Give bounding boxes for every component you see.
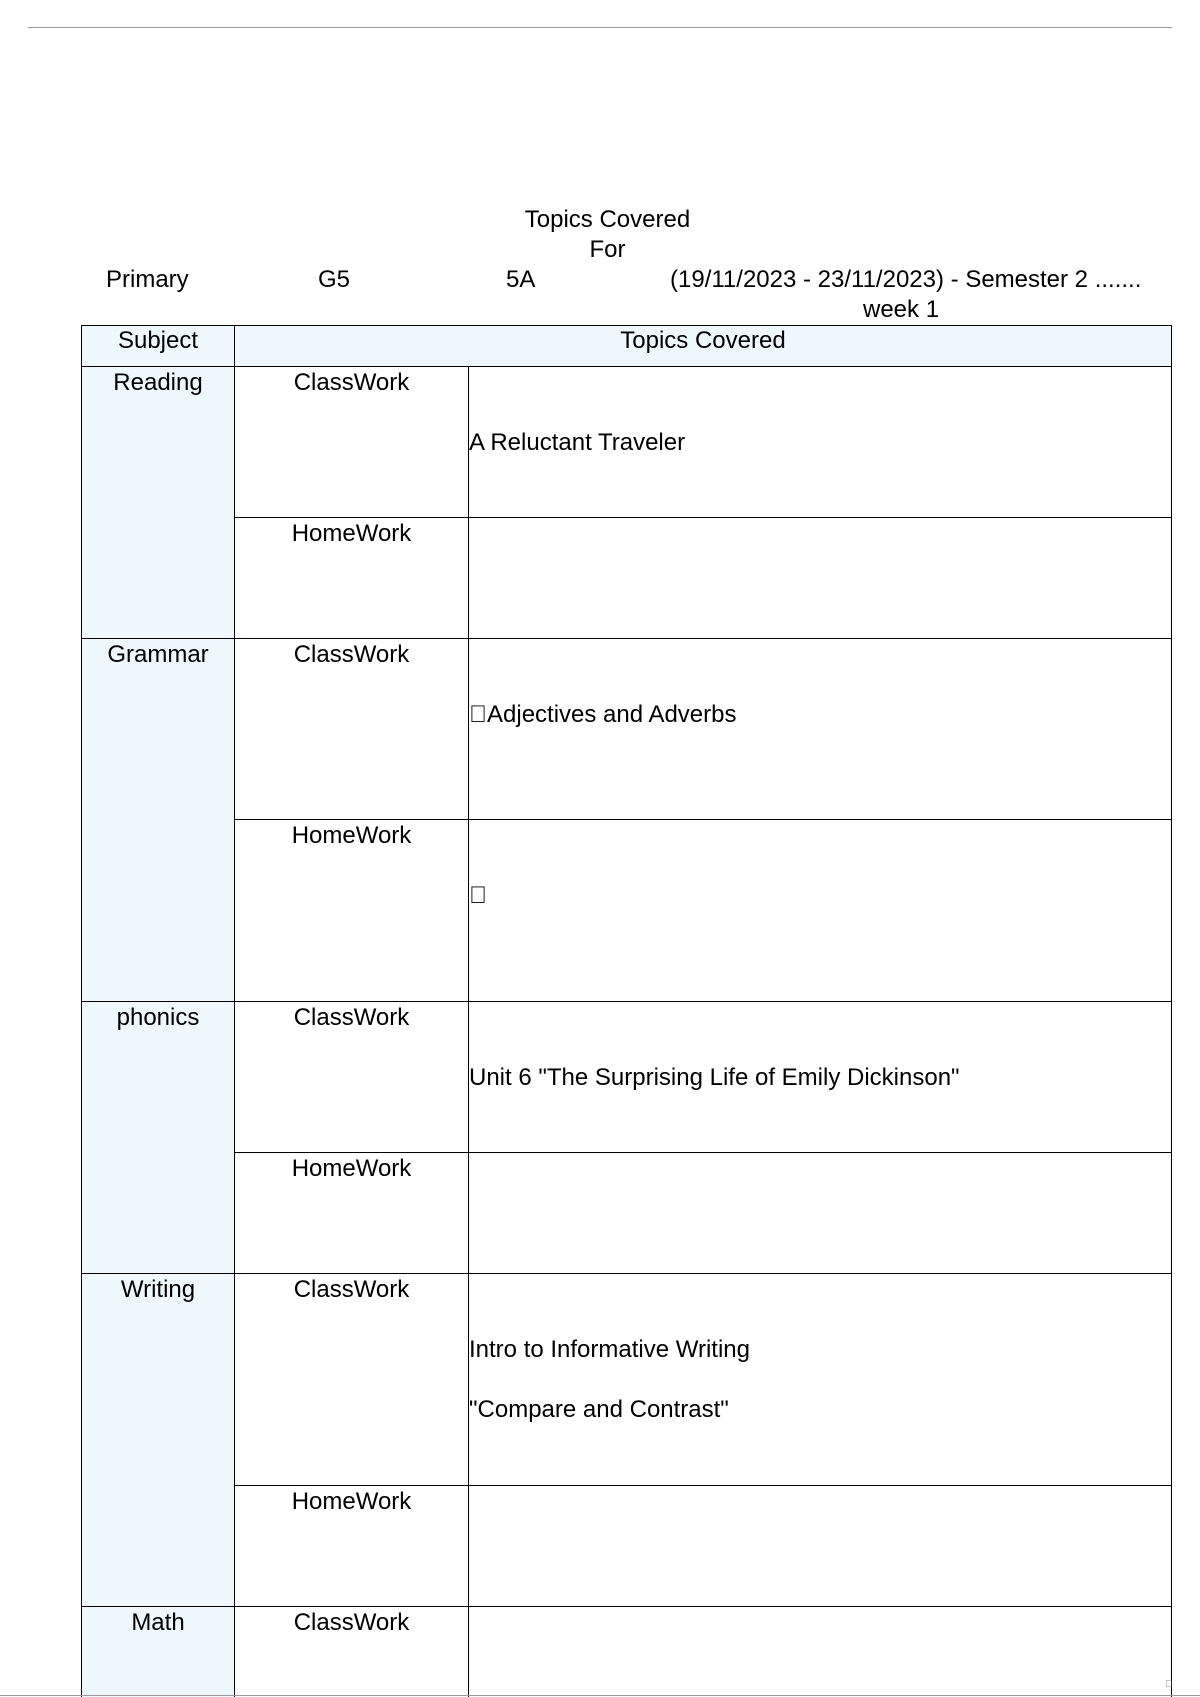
row-divider xyxy=(234,517,1172,518)
footer-glyph xyxy=(1165,1679,1173,1691)
classwork-topic: Intro to Informative Writing xyxy=(469,1336,750,1363)
row-divider xyxy=(234,1485,1172,1486)
table-border-right xyxy=(1171,325,1172,1697)
week-label: week 1 xyxy=(863,296,940,323)
classwork-topic: Adjectives and Adverbs xyxy=(469,701,719,728)
stage-label: Primary xyxy=(106,266,189,293)
subject-divider xyxy=(81,1273,1172,1274)
homework-topic xyxy=(469,882,487,910)
header-bottom-line xyxy=(81,366,1172,367)
homework-label: HomeWork xyxy=(291,1155,412,1182)
subject-divider xyxy=(81,638,1172,639)
document-title: Topics Covered xyxy=(524,206,691,233)
column-divider-type xyxy=(468,366,469,1697)
bottom-rule xyxy=(0,1695,1200,1696)
subject-grammar: Grammar xyxy=(107,641,209,668)
document-subtitle: For xyxy=(589,236,626,263)
subject-divider xyxy=(81,1606,1172,1607)
homework-label: HomeWork xyxy=(291,1488,412,1515)
classwork-topic: A Reluctant Traveler xyxy=(469,429,686,456)
grade-label: G5 xyxy=(318,266,351,293)
subject-reading: Reading xyxy=(113,369,203,396)
row-divider xyxy=(234,1152,1172,1153)
subject-math: Math xyxy=(131,1609,185,1636)
classwork-label: ClassWork xyxy=(293,1609,410,1636)
row-divider xyxy=(234,819,1172,820)
subject-divider xyxy=(81,1001,1172,1002)
classwork-label: ClassWork xyxy=(293,641,410,668)
classwork-topic-line-2: "Compare and Contrast" xyxy=(469,1396,729,1423)
class-label: 5A xyxy=(506,266,536,293)
subject-phonics: phonics xyxy=(116,1004,200,1031)
homework-label: HomeWork xyxy=(291,520,412,547)
classwork-label: ClassWork xyxy=(293,1276,410,1303)
column-header-topics: Topics Covered xyxy=(620,327,786,354)
homework-label: HomeWork xyxy=(291,822,412,849)
classwork-label: ClassWork xyxy=(293,369,410,396)
classwork-topic: Unit 6 "The Surprising Life of Emily Dickinson" xyxy=(469,1064,960,1091)
period-label: (19/11/2023 - 23/11/2023) - Semester 2 ....... xyxy=(670,266,1142,293)
top-rule xyxy=(28,27,1172,28)
subject-writing: Writing xyxy=(120,1276,196,1303)
classwork-label: ClassWork xyxy=(293,1004,410,1031)
column-header-subject: Subject xyxy=(117,327,199,354)
table-border-top xyxy=(81,325,1172,326)
